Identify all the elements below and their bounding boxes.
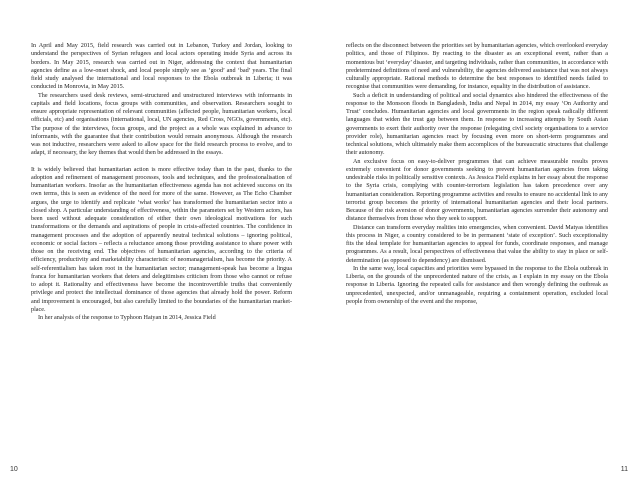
page-number: 11 (620, 466, 628, 473)
page-number: 10 (10, 466, 18, 473)
paragraph: Such a deficit in understanding of political and social dynamics also hindered the effectiveness of the response to the Monsoon floods in Bangladesh, India and Nepal in 2014, my essay ‘On Authority and Trust’ concludes. Humanitarian agencies and local governments in the region speak radically different languages that widen the trust gap between them. In response to increasing attempts by South Asian governments to exert their authority over the response (relegating civil society organisations to a service provider role), humanitarian agencies react by focusing even more on short-term programmes and technical solutions, which ultimately make them accomplices of the bureaucratic structures that challenge their autonomy. (346, 92, 608, 157)
left-text-column (31, 42, 292, 322)
paragraph: An exclusive focus on easy-to-deliver programmes that can achieve measurable results proves extremely convenient for donor governments seeking to prevent humanitarian agencies from taking undesirable risks in politically sensitive contexts. As Jessica Field explains in her essay about the response to the Syria crisis, complying with counter-terrorism legislation has taken precedence over any humanitarian consideration. Reporting programme activities and results to ensure no accidental link to any terrorist group becomes the priority of international humanitarian agencies and their local partners. Because of the risk aversion of donor governments, humanitarian agencies surrender their autonomy and distance themselves from those who they seek to support. (346, 158, 608, 223)
paragraph: In her analysis of the response to Typhoon Haiyan in 2014, Jessica Field (38, 315, 216, 321)
paragraph: reflects on the disconnect between the priorities set by humanitarian agencies, which overlooked everyday politics, and those of Filipinos. By reacting to the disaster as an exceptional event, rather than a momentous but ‘everyday’ disaster, and targeting individuals, rather than communities, in accordance with predetermined definitions of need and vulnerability, the agencies delivered assistance that was not always culturally appropriate. Rational methods to determine the best responses to identified needs failed to recognise that communities were demanding, for instance, equality in the distribution of assistance. (346, 43, 608, 91)
paragraph: It is widely believed that humanitarian action is more effective today than in the past, thanks to the adoption and refinement of management processes, tools and techniques, and the professionalisation of humanitarian workers. Insofar as the humanitarian effectiveness agenda has not achieved success on its own terms, this is seen as evidence of the need for more of the same. However, as The Echo Chamber argues, the urge to identify and replicate ‘what works’ has transformed the humanitarian sector into a closed shop. A particular understanding of effectiveness, within the parameters set by Western actors, has been used without adequate consideration of either their own ideological motivations for such transformations or the demands and aspirations of people in crisis-affected countries. The confidence in management processes and the adoption of apparently neutral technical solutions – ignoring political, economic or social factors – reflects a reluctance among those providing assistance to share power with those on the receiving end. The objectives of humanitarian agencies, according to the criteria of efficiency, productivity and marketability characteristic of neomanagerialism, has become the priority. A self-referentialism has taken root in the humanitarian sector; management-speak has become a lingua franca for humanitarian workers that deters and delegitimises criticism from those who cannot or refuse to adopt it. Rationality and effectiveness have become the incontrovertible truths that conveniently privilege and protect the intellectual dominance of those agencies that already hold the power. Reform and improvement is encouraged, but also carefully limited to the boundaries of the humanitarian market-place. (31, 166, 292, 313)
paragraph: The researchers used desk reviews, semi-structured and unstructured interviews with informants in capitals and field locations, focus groups with communities, and observation. Researchers sought to ensure appropriate representation of relevant communities (affected people, humanitarian workers, local officials, etc) and organisations (international, local, UN agencies, Red Cross, NGOs, governments, etc). The purpose of the interviews, focus groups, and the project as a whole was explained in advance to informants, with the guarantee that their contribution would remain anonymous. Although the research was not inductive, researchers were asked to allow space for the field research process to evolve, and to adapt, if necessary, the key themes that would then be addressed in the essays. (31, 92, 292, 157)
paragraph: Distance can transform everyday realities into emergencies, when convenient. David Matyas identifies this process in Niger, a country considered to be in permanent ‘state of exception’. Such exceptionality fits the ideal template for humanitarian agencies to appeal for funds, coordinate responses, and manage programmes. As a result, local perspectives of effectiveness that value the ability to stay in place or self-determination (as opposed to dependency) are dismissed. (346, 224, 608, 264)
right-text-column (346, 42, 608, 306)
right-page (319, 0, 638, 490)
paragraph: In the same way, local capacities and priorities were bypassed in the response to the Ebola outbreak in Liberia, on the grounds of the unprecedented nature of the crisis, as I explain in my essay on the Ebola response in Liberia. Ignoring the repeated calls for assistance and then wrongly defining the outbreak as unprecedented, unexpected, and/or unmanageable, requiring a containment operation, excluded local people from ownership of the event and the response, (346, 265, 608, 305)
paragraph: In April and May 2015, field research was carried out in Lebanon, Turkey and Jordan, looking to understand the perspectives of Syrian refugees and local actors operating inside Syria and across its borders. In May 2015, research was carried out in Niger, addressing the context that humanitarian agencies define as a low-onset shock, and local people simply see as ‘good’ and ‘bad’ years. The final field study analysed the international and local responses to the Ebola outbreak in Liberia; it was conducted in Monrovia, in May 2015. (31, 43, 292, 91)
